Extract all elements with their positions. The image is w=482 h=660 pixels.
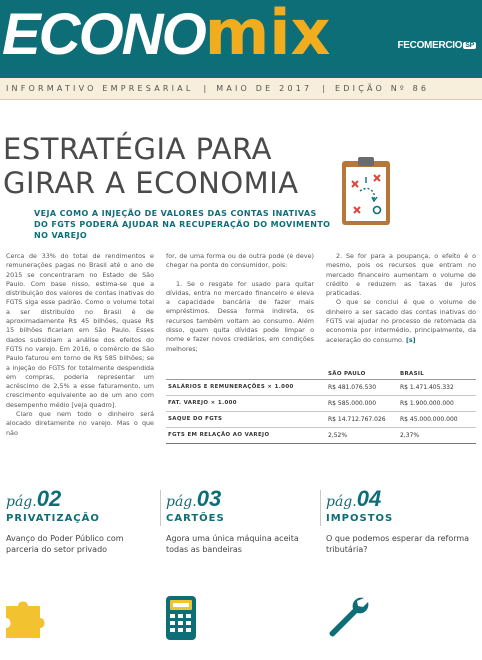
headline: ESTRATÉGIA PARA GIRAR A ECONOMIA xyxy=(3,132,299,200)
table-header-row: SÃO PAULO BRASIL xyxy=(166,369,476,379)
article-column-3: 2. Se for para a poupança, o efeito é o mesmo, pois os recursos que entram no mercado financeiro aumentam o volume de crédito e reduzem as taxas de juros praticadas. O que se conclui é que o volume de dinheiro a ser sacado das contas inativas do FGTS vai ajudar no processo de retomada da economia por intermédio, principalmente, da aceleração do consumo. [s] xyxy=(326,252,476,344)
page-number: pág.04 xyxy=(326,486,382,511)
page-number: pág.03 xyxy=(166,486,222,511)
issue-info-bar: INFORMATIVO EMPRESARIAL | MAIO DE 2017 | EDIÇÃO Nº 86 xyxy=(0,78,482,100)
clipboard-strategy-icon xyxy=(338,155,394,227)
table-row: FGTS EM RELAÇÃO AO VAREJO 2,52% 2,37% xyxy=(166,427,476,443)
issue-edition: EDIÇÃO Nº 86 xyxy=(335,84,430,93)
table-row: SAQUE DO FGTS R$ 14.712.767.026 R$ 45.000.000.000 xyxy=(166,411,476,427)
table-row: SALÁRIOS E REMUNERAÇÕES × 1.000 R$ 481.076.530 R$ 1.471.405.332 xyxy=(166,379,476,395)
page-number: pág.02 xyxy=(6,486,62,511)
end-mark: [s] xyxy=(405,335,416,344)
teaser-title: CARTÕES xyxy=(166,513,225,524)
divider xyxy=(320,490,321,526)
article-column-1: Cerca de 33% do total de rendimentos e remunerações pagas no Brasil até o ano de 2015 se concentraram no Estado de São Paulo. Com base nisso, estima-se que a distribuição dos valores de contas inativas do FGTS siga esse padrão. Como o volume total a ser distribuído no Brasil é de aproximadamente R$ 45 bilhões, quase R$ 15 bilhões ficariam em São Paulo. Esses dados subsidiam a análise dos efeitos do FGTS no varejo. Em 2016, o comércio de São Paulo faturou em torno de R$ 585 bilhões; se a injeção do FGTS for totalmente despendida em compras, poderia representar um acréscimo de 2,5% a esse faturamento, um crescimento equivalente ao de um ano com desempenho médio [veja quadro]. Claro que nem todo o dinheiro será alocado diretamente no varejo. Mas o que não xyxy=(6,252,154,437)
card-machine-icon xyxy=(164,594,198,640)
teaser-title: PRIVATIZAÇÃO xyxy=(6,513,100,524)
article-column-2: for, de uma forma ou de outra pode (e deve) chegar na ponta do consumidor, pois: 1. Se o resgate for usado para quitar dívidas, entra no mercado financeiro e eleva a capacidade bancária de fazer mais empréstimos. Dessa forma indireta, os recursos também voltam ao consumo. Além disso, quem quita dívidas pode limpar o nome e fazer novos crediários, em condições melhores; xyxy=(166,252,314,353)
fecomercio-logo: FECOMERCIO SP xyxy=(397,40,474,51)
puzzle-icon xyxy=(4,596,48,640)
teaser-description: O que podemos esperar da reforma tributária? xyxy=(326,534,470,554)
teaser-page-03[interactable] xyxy=(166,486,316,555)
teaser-page-04[interactable] xyxy=(326,486,476,555)
economix-logo: ECONOmix xyxy=(2,0,331,69)
subheadline: VEJA COMO A INJEÇÃO DE VALORES DAS CONTAS INATIVAS DO FGTS PODERÁ AJUDAR NA RECUPERAÇÃO DO MOVIMENTO NO VAREJO xyxy=(34,209,331,240)
teaser-description: Agora uma única máquina aceita todas as bandeiras xyxy=(166,534,299,554)
wrench-icon xyxy=(326,594,372,640)
divider xyxy=(160,490,161,526)
teaser-page-02[interactable] xyxy=(6,486,156,555)
masthead xyxy=(0,0,482,78)
issue-date: MAIO DE 2017 xyxy=(216,84,313,93)
table-row: FAT. VAREJO × 1.000 R$ 585.000.000 R$ 1.900.000.000 xyxy=(166,395,476,411)
teaser-description: Avanço do Poder Público com parceria do setor privado xyxy=(6,534,124,554)
teaser-title: IMPOSTOS xyxy=(326,513,394,524)
publication-type: INFORMATIVO EMPRESARIAL xyxy=(6,84,194,93)
fgts-table xyxy=(166,369,476,444)
